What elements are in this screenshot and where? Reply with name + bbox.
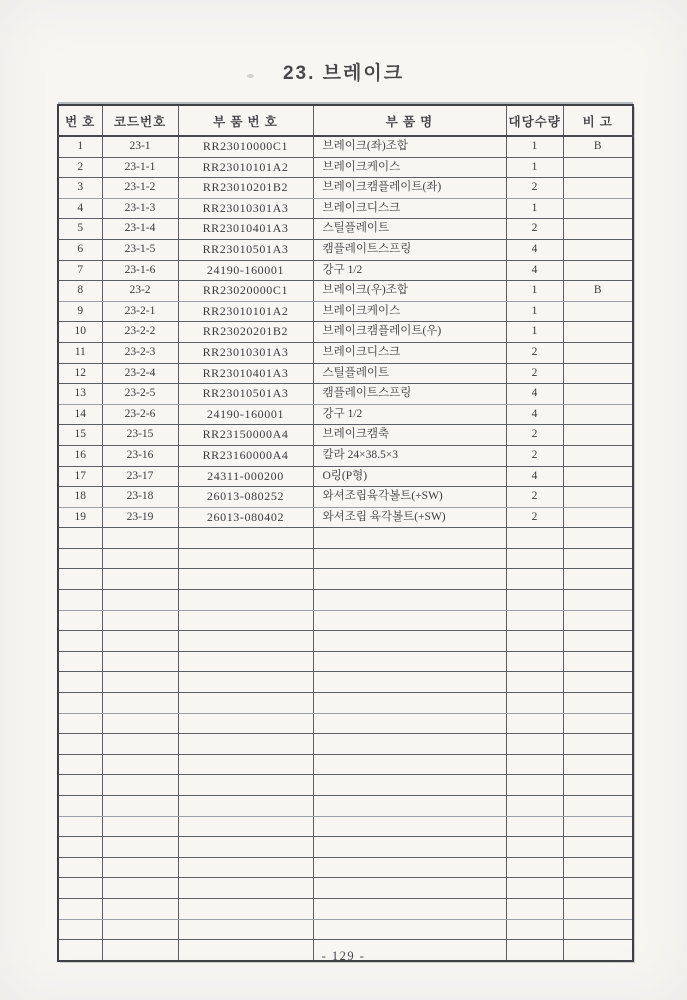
cell-code (102, 713, 178, 734)
cell-part_name: 브레이크(우)조합 (313, 281, 506, 302)
cell-part_number (178, 796, 313, 817)
cell-no: 15 (58, 425, 102, 446)
cell-part_number (178, 898, 313, 919)
cell-part_name: 캠플레이트스프링 (313, 384, 506, 405)
cell-qty (506, 816, 563, 837)
cell-no: 3 (58, 178, 102, 199)
cell-qty: 4 (506, 384, 563, 405)
cell-part_name (313, 919, 506, 940)
cell-part_name (313, 796, 506, 817)
cell-part_name (313, 775, 506, 796)
table-row (58, 445, 633, 466)
cell-part_number (178, 569, 313, 590)
table-row (58, 466, 633, 487)
cell-remark (563, 219, 633, 240)
cell-part_name (313, 857, 506, 878)
cell-code (102, 651, 178, 672)
table-row (58, 198, 633, 219)
cell-remark (563, 796, 633, 817)
cell-qty (506, 878, 563, 899)
table-row (58, 363, 633, 384)
column-header-code: 코드번호 (102, 105, 178, 136)
cell-part_name: 브레이크케이스 (313, 157, 506, 178)
cell-no: 4 (58, 198, 102, 219)
cell-no (58, 898, 102, 919)
cell-part_number: RR23150000A4 (178, 425, 313, 446)
cell-no (58, 590, 102, 611)
cell-qty: 2 (506, 178, 563, 199)
cell-code: 23-2-3 (102, 342, 178, 363)
table-body (58, 136, 633, 961)
cell-part_name: 스틸플레이트 (313, 219, 506, 240)
table-row (58, 322, 633, 343)
cell-no: 8 (58, 281, 102, 302)
cell-remark (563, 384, 633, 405)
empty-table-row (58, 898, 633, 919)
cell-no: 2 (58, 157, 102, 178)
cell-part_number (178, 734, 313, 755)
empty-table-row (58, 548, 633, 569)
cell-remark: B (563, 281, 633, 302)
cell-part_name: 와셔조립육각볼트(+SW) (313, 487, 506, 508)
cell-code (102, 837, 178, 858)
cell-remark (563, 878, 633, 899)
cell-part_number: RR23020201B2 (178, 322, 313, 343)
cell-remark: B (563, 136, 633, 157)
cell-code (102, 857, 178, 878)
empty-table-row (58, 590, 633, 611)
cell-remark (563, 425, 633, 446)
cell-code (102, 569, 178, 590)
cell-part_name: 와셔조립 육각볼트(+SW) (313, 507, 506, 528)
cell-qty: 2 (506, 445, 563, 466)
cell-code: 23-1-6 (102, 260, 178, 281)
cell-part_name: 브레이크디스크 (313, 198, 506, 219)
cell-qty: 2 (506, 507, 563, 528)
cell-remark (563, 569, 633, 590)
cell-remark (563, 322, 633, 343)
cell-part_number: 24190-160001 (178, 260, 313, 281)
cell-part_number: RR23010000C1 (178, 136, 313, 157)
cell-qty (506, 898, 563, 919)
cell-part_name: 브레이크캠축 (313, 425, 506, 446)
cell-qty (506, 919, 563, 940)
cell-part_name (313, 590, 506, 611)
cell-no (58, 857, 102, 878)
cell-no: 17 (58, 466, 102, 487)
cell-code (102, 610, 178, 631)
cell-part_number (178, 816, 313, 837)
cell-part_number: RR23010201B2 (178, 178, 313, 199)
cell-part_name: 강구 1/2 (313, 260, 506, 281)
cell-code: 23-19 (102, 507, 178, 528)
empty-table-row (58, 816, 633, 837)
cell-no (58, 734, 102, 755)
empty-table-row (58, 693, 633, 714)
cell-code (102, 734, 178, 755)
cell-code: 23-1 (102, 136, 178, 157)
cell-remark (563, 239, 633, 260)
cell-qty (506, 569, 563, 590)
cell-no (58, 754, 102, 775)
cell-no (58, 569, 102, 590)
empty-table-row (58, 713, 633, 734)
empty-table-row (58, 528, 633, 549)
cell-part_name (313, 672, 506, 693)
table-row (58, 219, 633, 240)
cell-part_number (178, 548, 313, 569)
cell-no (58, 631, 102, 652)
column-header-qty: 대당수량 (506, 105, 563, 136)
table-row (58, 239, 633, 260)
cell-part_number (178, 754, 313, 775)
cell-part_name: 브레이크캠플레이트(우) (313, 322, 506, 343)
empty-table-row (58, 651, 633, 672)
cell-part_number: RR23010401A3 (178, 363, 313, 384)
cell-remark (563, 631, 633, 652)
cell-remark (563, 898, 633, 919)
cell-part_name: 캠플레이트스프링 (313, 239, 506, 260)
cell-part_name (313, 528, 506, 549)
table-row (58, 404, 633, 425)
cell-qty: 1 (506, 198, 563, 219)
cell-code: 23-2-2 (102, 322, 178, 343)
cell-code (102, 898, 178, 919)
cell-part_name (313, 569, 506, 590)
cell-part_number: RR23020000C1 (178, 281, 313, 302)
cell-code (102, 528, 178, 549)
cell-part_number: 26013-080252 (178, 487, 313, 508)
empty-table-row (58, 796, 633, 817)
cell-qty: 2 (506, 363, 563, 384)
table-row (58, 178, 633, 199)
cell-remark (563, 775, 633, 796)
cell-code: 23-2 (102, 281, 178, 302)
cell-qty: 2 (506, 219, 563, 240)
cell-no (58, 651, 102, 672)
cell-qty (506, 713, 563, 734)
cell-remark (563, 528, 633, 549)
cell-part_number (178, 651, 313, 672)
cell-qty: 2 (506, 487, 563, 508)
cell-qty (506, 693, 563, 714)
cell-no: 9 (58, 301, 102, 322)
table-row (58, 301, 633, 322)
cell-code (102, 775, 178, 796)
cell-remark (563, 857, 633, 878)
cell-no: 19 (58, 507, 102, 528)
cell-remark (563, 404, 633, 425)
cell-remark (563, 548, 633, 569)
table-row (58, 260, 633, 281)
cell-no: 5 (58, 219, 102, 240)
cell-remark (563, 445, 633, 466)
cell-part_name (313, 713, 506, 734)
cell-part_name: 강구 1/2 (313, 404, 506, 425)
cell-qty (506, 796, 563, 817)
cell-remark (563, 610, 633, 631)
empty-table-row (58, 734, 633, 755)
empty-table-row (58, 569, 633, 590)
cell-code: 23-2-5 (102, 384, 178, 405)
column-header-part_number: 부 품 번 호 (178, 105, 313, 136)
cell-code (102, 631, 178, 652)
table-row (58, 384, 633, 405)
cell-code: 23-1-3 (102, 198, 178, 219)
cell-no (58, 693, 102, 714)
cell-qty (506, 651, 563, 672)
cell-part_number: RR23010501A3 (178, 239, 313, 260)
cell-part_number: 24190-160001 (178, 404, 313, 425)
column-header-part_name: 부 품 명 (313, 105, 506, 136)
cell-part_name (313, 610, 506, 631)
cell-part_name (313, 754, 506, 775)
cell-qty (506, 528, 563, 549)
cell-remark (563, 919, 633, 940)
cell-part_number: RR23160000A4 (178, 445, 313, 466)
cell-qty (506, 672, 563, 693)
table-row (58, 342, 633, 363)
cell-no: 13 (58, 384, 102, 405)
cell-remark (563, 487, 633, 508)
cell-remark (563, 198, 633, 219)
cell-no: 6 (58, 239, 102, 260)
cell-code: 23-2-1 (102, 301, 178, 322)
cell-remark (563, 590, 633, 611)
table-header (58, 105, 633, 136)
cell-part_name (313, 816, 506, 837)
cell-no (58, 837, 102, 858)
empty-table-row (58, 878, 633, 899)
cell-remark (563, 507, 633, 528)
table-row (58, 487, 633, 508)
cell-qty (506, 631, 563, 652)
page-title: 23. 브레이크 (282, 63, 405, 84)
cell-qty: 4 (506, 239, 563, 260)
cell-part_number: RR23010501A3 (178, 384, 313, 405)
cell-part_name: 스틸플레이트 (313, 363, 506, 384)
cell-code: 23-16 (102, 445, 178, 466)
cell-remark (563, 178, 633, 199)
cell-qty (506, 775, 563, 796)
cell-part_number: RR23010301A3 (178, 342, 313, 363)
column-header-no: 번 호 (58, 105, 102, 136)
cell-code (102, 590, 178, 611)
cell-no: 16 (58, 445, 102, 466)
cell-no (58, 796, 102, 817)
empty-table-row (58, 672, 633, 693)
cell-remark (563, 816, 633, 837)
cell-qty: 4 (506, 404, 563, 425)
cell-part_number (178, 919, 313, 940)
cell-code (102, 548, 178, 569)
cell-remark (563, 672, 633, 693)
cell-code: 23-17 (102, 466, 178, 487)
cell-code (102, 878, 178, 899)
empty-table-row (58, 631, 633, 652)
cell-code: 23-1-5 (102, 239, 178, 260)
cell-remark (563, 157, 633, 178)
cell-no (58, 816, 102, 837)
table-header-row (58, 105, 633, 136)
cell-qty: 1 (506, 136, 563, 157)
cell-part_name: 브레이크케이스 (313, 301, 506, 322)
cell-no (58, 528, 102, 549)
cell-part_name (313, 734, 506, 755)
cell-code: 23-15 (102, 425, 178, 446)
cell-qty (506, 734, 563, 755)
empty-table-row (58, 837, 633, 858)
empty-table-row (58, 610, 633, 631)
table-row (58, 425, 633, 446)
cell-part_number: 24311-000200 (178, 466, 313, 487)
cell-code: 23-2-4 (102, 363, 178, 384)
cell-part_number (178, 672, 313, 693)
cell-part_number (178, 713, 313, 734)
cell-qty: 1 (506, 301, 563, 322)
cell-no: 7 (58, 260, 102, 281)
column-header-remark: 비 고 (563, 105, 633, 136)
cell-part_number: RR23010101A2 (178, 157, 313, 178)
cell-part_number (178, 610, 313, 631)
cell-part_name: 브레이크(좌)조합 (313, 136, 506, 157)
table-row (58, 136, 633, 157)
cell-part_number (178, 857, 313, 878)
cell-part_name (313, 898, 506, 919)
cell-no (58, 919, 102, 940)
cell-code: 23-2-6 (102, 404, 178, 425)
table-row (58, 281, 633, 302)
empty-table-row (58, 775, 633, 796)
cell-code (102, 796, 178, 817)
cell-part_name (313, 548, 506, 569)
cell-qty (506, 548, 563, 569)
cell-no: 12 (58, 363, 102, 384)
page-number: - 129 - (321, 949, 366, 963)
cell-remark (563, 301, 633, 322)
cell-part_number (178, 631, 313, 652)
cell-no (58, 713, 102, 734)
empty-table-row (58, 919, 633, 940)
cell-code (102, 672, 178, 693)
cell-part_number (178, 590, 313, 611)
cell-qty: 2 (506, 425, 563, 446)
parts-table (57, 104, 634, 962)
cell-qty (506, 837, 563, 858)
cell-remark (563, 713, 633, 734)
cell-code: 23-1-4 (102, 219, 178, 240)
cell-part_number: RR23010301A3 (178, 198, 313, 219)
cell-part_number (178, 775, 313, 796)
table-row (58, 157, 633, 178)
cell-part_number: RR23010101A2 (178, 301, 313, 322)
cell-part_name: O링(P형) (313, 466, 506, 487)
cell-qty (506, 610, 563, 631)
cell-remark (563, 363, 633, 384)
cell-no: 11 (58, 342, 102, 363)
cell-no: 14 (58, 404, 102, 425)
cell-qty: 2 (506, 342, 563, 363)
cell-qty: 1 (506, 281, 563, 302)
cell-qty: 4 (506, 260, 563, 281)
cell-qty: 1 (506, 157, 563, 178)
cell-code: 23-18 (102, 487, 178, 508)
cell-qty: 1 (506, 322, 563, 343)
cell-qty (506, 590, 563, 611)
cell-part_name (313, 837, 506, 858)
cell-no: 18 (58, 487, 102, 508)
cell-no (58, 548, 102, 569)
cell-part_name: 브레이크디스크 (313, 342, 506, 363)
cell-part_name (313, 878, 506, 899)
cell-part_name (313, 631, 506, 652)
cell-no: 10 (58, 322, 102, 343)
cell-part_name (313, 651, 506, 672)
table-row (58, 507, 633, 528)
cell-code (102, 693, 178, 714)
cell-no (58, 610, 102, 631)
cell-no (58, 672, 102, 693)
cell-part_number (178, 528, 313, 549)
cell-no (58, 878, 102, 899)
cell-qty: 4 (506, 466, 563, 487)
cell-remark (563, 693, 633, 714)
cell-qty (506, 857, 563, 878)
cell-part_number (178, 693, 313, 714)
cell-code (102, 816, 178, 837)
cell-remark (563, 734, 633, 755)
cell-remark (563, 342, 633, 363)
cell-code: 23-1-1 (102, 157, 178, 178)
cell-qty (506, 754, 563, 775)
cell-remark (563, 260, 633, 281)
cell-no (58, 775, 102, 796)
cell-remark (563, 837, 633, 858)
cell-remark (563, 754, 633, 775)
empty-table-row (58, 857, 633, 878)
cell-part_name: 칼라 24×38.5×3 (313, 445, 506, 466)
cell-part_number (178, 837, 313, 858)
cell-part_name: 브레이크캠플레이트(좌) (313, 178, 506, 199)
cell-remark (563, 466, 633, 487)
cell-remark (563, 651, 633, 672)
cell-part_name (313, 693, 506, 714)
cell-part_number (178, 878, 313, 899)
cell-code: 23-1-2 (102, 178, 178, 199)
cell-part_number: 26013-080402 (178, 507, 313, 528)
cell-no: 1 (58, 136, 102, 157)
cell-part_number: RR23010401A3 (178, 219, 313, 240)
empty-table-row (58, 754, 633, 775)
cell-code (102, 754, 178, 775)
cell-code (102, 919, 178, 940)
